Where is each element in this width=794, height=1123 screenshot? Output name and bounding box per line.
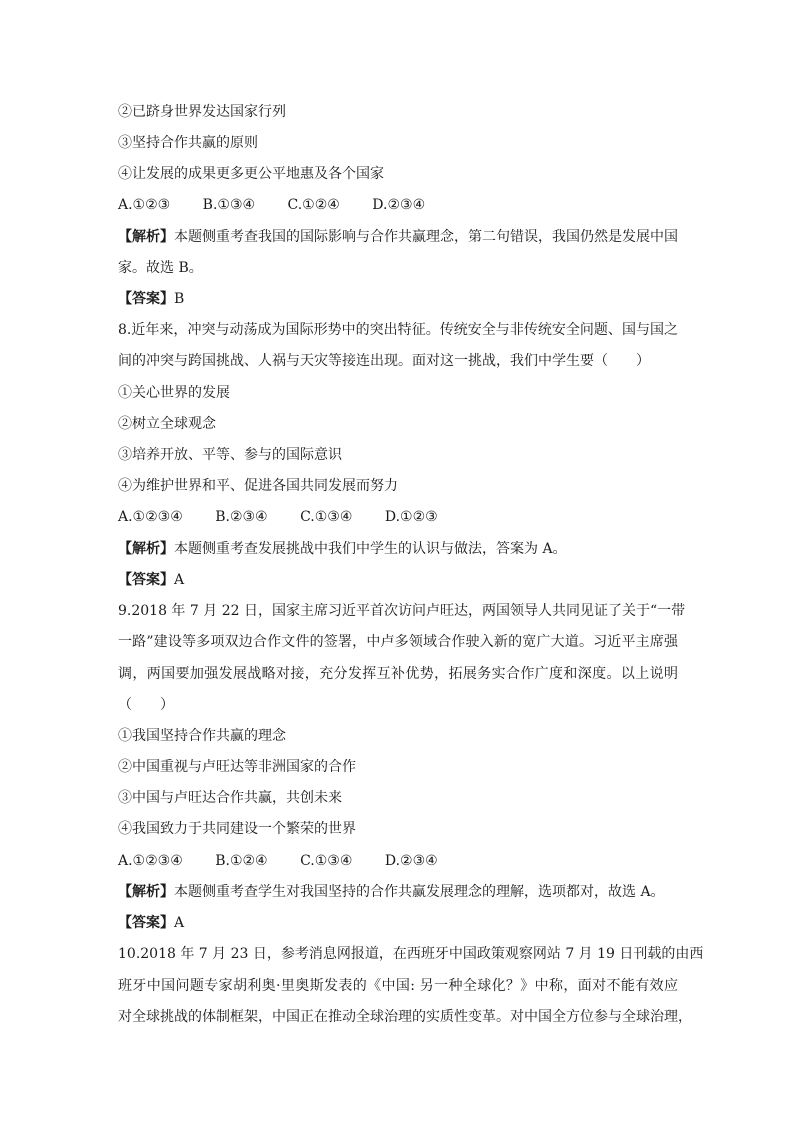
- q7-option-2: ②已跻身世界发达国家行列: [118, 104, 286, 120]
- q9-analysis-text: 本题侧重考查学生对我国坚持的合作共赢发展理念的理解，选项都对，故选 A。: [174, 884, 665, 900]
- q9-stem-4: （ ）: [118, 697, 174, 713]
- q10-stem-3: 对全球挑战的体制框架，中国正在推动全球治理的实质性变革。对中国全方位参与全球治理，: [118, 1009, 692, 1025]
- q9-answer-value: A: [174, 915, 185, 931]
- q9-choice-a: A.①②③④: [118, 853, 183, 869]
- q8-option-3: ③培养开放、平等、参与的国际意识: [118, 447, 342, 463]
- q9-choice-d: D.②③④: [384, 853, 438, 869]
- q7-choice-b: B.①③④: [202, 197, 256, 213]
- q7-analysis-text: 本题侧重考查我国的国际影响与合作共赢理念，第二句错误，我国仍然是发展中国: [174, 229, 678, 245]
- q7-choice-c: C.①②④: [287, 197, 340, 213]
- q7-answer: [118, 289, 678, 309]
- answer-tag: 【答案】: [118, 915, 174, 931]
- q9-option-4: ④我国致力于共同建设一个繁荣的世界: [118, 821, 356, 837]
- q9-choice-b: B.①②④: [215, 853, 268, 869]
- q9-choices: [118, 851, 678, 871]
- q9-stem-3: 调，两国要加强发展战略对接，充分发挥互补优势，拓展务实合作广度和深度。以上说明: [118, 666, 678, 682]
- q10-stem-2: 班牙中国问题专家胡利奥·里奥斯发表的《中国: 另一种全球化？》中称，面对不能有效应: [118, 978, 678, 994]
- analysis-tag: 【解析】: [118, 884, 174, 900]
- q7-option-3: ③坚持合作共赢的原则: [118, 135, 258, 151]
- q9-choice-c: C.①③④: [300, 853, 353, 869]
- q7-answer-value: B: [174, 291, 185, 307]
- q9-option-1: ①我国坚持合作共赢的理念: [118, 728, 286, 744]
- q9-answer: [118, 913, 678, 933]
- q9-stem-2: 一路”建设等多项双边合作文件的签署，中卢多领域合作驶入新的宽广大道。习近平主席强: [118, 634, 678, 650]
- answer-tag: 【答案】: [118, 572, 174, 588]
- q9-option-3: ③中国与卢旺达合作共赢，共创未来: [118, 790, 342, 806]
- q8-choice-d: D.①②③: [384, 509, 438, 525]
- q8-choices: [118, 507, 678, 527]
- q8-choice-a: A.①②③④: [118, 509, 183, 525]
- q7-analysis: [118, 227, 678, 247]
- q9-analysis: [118, 882, 678, 902]
- q7-option-4: ④让发展的成果更多更公平地惠及各个国家: [118, 166, 384, 182]
- q8-stem-1: 8.近年来，冲突与动荡成为国际形势中的突出特征。传统安全与非传统安全问题、国与国之: [118, 322, 678, 338]
- q8-option-4: ④为维护世界和平、促进各国共同发展而努力: [118, 478, 398, 494]
- q10-stem-1: 10.2018 年 7 月 23 日，参考消息网报道，在西班牙中国政策观察网站 7 月 19 日刊载的由西: [118, 946, 704, 962]
- q9-stem-1: 9.2018 年 7 月 22 日，国家主席习近平首次访问卢旺达，两国领导人共同见证了关于“一带: [118, 603, 686, 619]
- q8-analysis: [118, 539, 678, 559]
- analysis-tag: 【解析】: [118, 541, 174, 557]
- q7-choices: [118, 195, 678, 215]
- answer-tag: 【答案】: [118, 291, 174, 307]
- q8-option-2: ②树立全球观念: [118, 416, 216, 432]
- analysis-tag: 【解析】: [118, 229, 174, 245]
- q8-stem-2: 间的冲突与跨国挑战、人祸与天灾等接连出现。面对这一挑战，我们中学生要（ ）: [118, 353, 650, 369]
- q7-analysis-cont: 家。故选 B。: [118, 260, 203, 276]
- q7-choice-d: D.②③④: [372, 197, 426, 213]
- q8-option-1: ①关心世界的发展: [118, 385, 230, 401]
- q8-answer-value: A: [174, 572, 185, 588]
- q8-choice-b: B.②③④: [215, 509, 268, 525]
- q7-choice-a: A.①②③: [118, 197, 171, 213]
- q8-choice-c: C.①③④: [300, 509, 353, 525]
- q9-option-2: ②中国重视与卢旺达等非洲国家的合作: [118, 759, 356, 775]
- q8-answer: [118, 570, 678, 590]
- q8-analysis-text: 本题侧重考查发展挑战中我们中学生的认识与做法，答案为 A。: [174, 541, 567, 557]
